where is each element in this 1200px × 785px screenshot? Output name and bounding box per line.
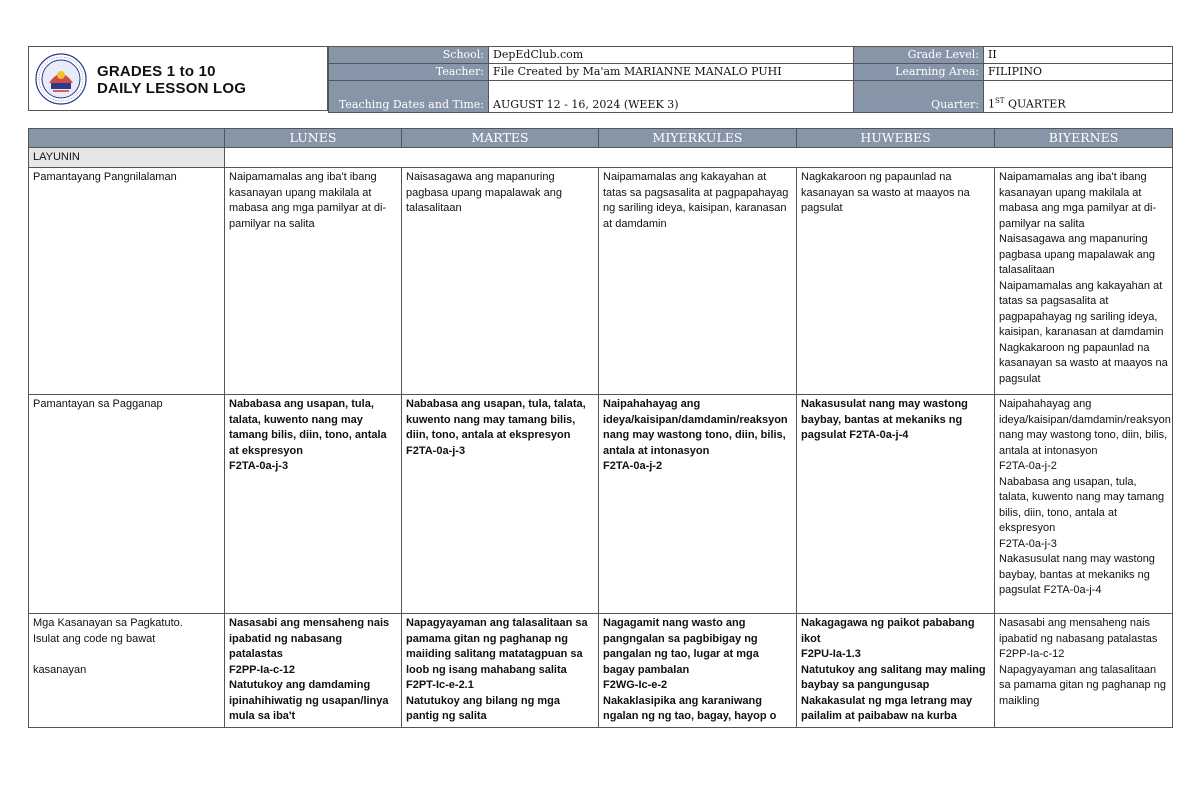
brand-box xyxy=(28,46,328,111)
title-line-1: GRADES 1 to 10 xyxy=(97,63,216,80)
cell-text: Nakaklasipika ang karaniwang ngalan ng ng tao, bagay, hayop o xyxy=(603,694,777,722)
pamantayan-sa-pagganap-row xyxy=(29,395,1173,614)
huwebes-cell xyxy=(797,395,995,614)
lunes-cell xyxy=(225,395,402,614)
cell-text: Nagkakaroon ng papaunlad na kasanayan sa wasto at maayos na pagsulat xyxy=(999,341,1168,385)
daily-lesson-table xyxy=(28,128,1173,728)
quarter-value xyxy=(984,81,1173,113)
grade-label: Grade Level: xyxy=(854,47,984,64)
cell-text: F2PU-Ia-1.3 xyxy=(801,648,861,660)
row-label-mga-kasanayan xyxy=(29,614,225,728)
cell-text: Nagkakaroon ng papaunlad na kasanayan sa wasto at maayos na pagsulat xyxy=(801,171,970,214)
label-line: kasanayan xyxy=(33,663,87,676)
cell-text: Naipamamalas ang iba't ibang kasanayan upang makilala at mabasa ang mga pamilyar at di-pamilyar na salita xyxy=(229,171,387,230)
grade-value: II xyxy=(984,47,1173,64)
cell-text: Naipamamalas ang kakayahan at tatas sa pagsasalita at pagpapahayag ng sariling ideya, kaisipan, karanasan at damdamin xyxy=(603,171,789,230)
label-line: Mga Kasanayan sa Pagkatuto. xyxy=(33,617,183,629)
cell-text: Nababasa ang usapan, tula, talata, kuwento nang may tamang bilis, diin, tono, antala at ekspresyon xyxy=(999,475,1165,534)
cell-text: Napagyayaman ang talasalitaan sa pamama gitan ng paghanap ng maikling xyxy=(999,663,1166,707)
label-line xyxy=(33,647,220,663)
teacher-label: Teacher: xyxy=(329,64,489,81)
quarter-word: QUARTER xyxy=(1007,98,1066,111)
cell-text: Naipahahayag ang ideya/kaisipan/damdamin/reaksyon nang may wastong tono, diin, bilis, antala at intonasyon xyxy=(603,398,788,457)
learning-area-value: FILIPINO xyxy=(984,64,1173,81)
cell-text: Nakakasulat ng mga letrang may pailalim at paibabaw na kurba xyxy=(801,694,973,722)
huwebes-cell xyxy=(797,168,995,395)
day-header-lunes: LUNES xyxy=(225,129,402,148)
cell-text: Naisasagawa ang mapanuring pagbasa upang mapalawak ang talasalitaan xyxy=(999,233,1155,276)
deped-seal-icon xyxy=(35,53,87,105)
cell-text: Nababasa ang usapan, tula, talata, kuwento nang may tamang bilis, diin, tono, antala at ekspresyon xyxy=(406,398,586,441)
cell-text: F2TA-0a-j-3 xyxy=(229,460,289,472)
cell-text: Natutukoy ang salitang may maling baybay sa pangungusap xyxy=(801,663,986,691)
martes-cell xyxy=(402,614,599,728)
huwebes-cell xyxy=(797,614,995,728)
header-info-table xyxy=(328,46,1173,113)
day-header-huwebes: HUWEBES xyxy=(797,129,995,148)
day-header-martes: MARTES xyxy=(402,129,599,148)
cell-text: Naipamamalas ang kakayahan at tatas sa pagsasalita at pagpapahayag ng sariling ideya, kaisipan, karanasan at damdamin xyxy=(999,279,1164,338)
cell-text: Naipamamalas ang iba't ibang kasanayan upang makilala at mabasa ang mga pamilyar at di-pamilyar na salita xyxy=(999,171,1157,230)
cell-text: Nagagamit nang wasto ang pangngalan sa pagbibigay ng pangalan ng tao, lugar at mga bagay pambalan xyxy=(603,617,759,676)
layunin-row xyxy=(29,147,1173,168)
miyerkules-cell xyxy=(599,614,797,728)
lesson-log-header xyxy=(28,46,1172,111)
martes-cell xyxy=(402,168,599,395)
cell-text: Nakagagawa ng paikot pababang ikot xyxy=(801,617,975,645)
biyernes-cell xyxy=(995,168,1173,395)
learning-area-label: Learning Area: xyxy=(854,64,984,81)
martes-cell xyxy=(402,395,599,614)
school-value: DepEdClub.com xyxy=(489,47,854,64)
cell-text: F2PT-Ic-e-2.1 xyxy=(406,679,474,691)
cell-text: F2TA-0a-j-3 xyxy=(406,444,466,457)
cell-text: Napagyayaman ang talasalitaan sa pamama gitan ng paghanap ng maiiding salitang matatagpuan sa loob ng isang mahabang salita xyxy=(406,617,588,676)
cell-text: Naipahahayag ang ideya/kaisipan/damdamin/reaksyon nang may wastong tono, diin, bilis, antala at intonasyon xyxy=(999,398,1171,457)
layunin-empty-cell xyxy=(225,147,1173,168)
lesson-log-title xyxy=(97,63,246,97)
cell-text: Natutukoy ang bilang ng mga pantig ng salita xyxy=(406,694,561,722)
title-line-2: DAILY LESSON LOG xyxy=(97,80,247,97)
day-header-row xyxy=(29,129,1173,148)
miyerkules-cell xyxy=(599,168,797,395)
cell-text: Naisasagawa ang mapanuring pagbasa upang mapalawak ang talasalitaan xyxy=(406,171,562,214)
cell-text: F2WG-Ic-e-2 xyxy=(603,679,668,691)
mga-kasanayan-row xyxy=(29,614,1173,728)
teacher-value: File Created by Ma'am MARIANNE MANALO PUHI xyxy=(489,64,854,81)
layunin-label: LAYUNIN xyxy=(29,147,225,168)
pamantayang-pangnilalaman-row xyxy=(29,168,1173,395)
cell-text: Nasasabi ang mensaheng nais ipabatid ng nabasang patalastas xyxy=(999,617,1158,645)
teaching-dates-value: AUGUST 12 - 16, 2024 (WEEK 3) xyxy=(489,81,854,113)
cell-text: Natutukoy ang damdaming ipinahihiwatig ng usapan/linya mula sa iba't xyxy=(229,679,389,722)
corner-header-cell xyxy=(29,129,225,148)
cell-text: F2TA-0a-j-2 xyxy=(999,460,1057,472)
label-line: Isulat ang code ng bawat xyxy=(33,632,156,645)
lunes-cell xyxy=(225,614,402,728)
cell-text: Nakasusulat nang may wastong baybay, bantas at mekaniks ng pagsulat F2TA-0a-j-4 xyxy=(801,398,968,441)
teaching-dates-label: Teaching Dates and Time: xyxy=(329,81,489,113)
quarter-label: Quarter: xyxy=(854,81,984,113)
day-header-biyernes: BIYERNES xyxy=(995,129,1173,148)
cell-text: Nakasusulat nang may wastong baybay, bantas at mekaniks ng pagsulat F2TA-0a-j-4 xyxy=(999,553,1155,596)
cell-text: F2TA-0a-j-2 xyxy=(603,460,663,472)
row-label-pamantayang-pangnilalaman: Pamantayang Pangnilalaman xyxy=(29,168,225,395)
quarter-number: 1 xyxy=(988,98,995,111)
day-header-miyerkules: MIYERKULES xyxy=(599,129,797,148)
cell-text: F2PP-Ia-c-12 xyxy=(999,648,1065,660)
cell-text: F2TA-0a-j-3 xyxy=(999,537,1057,550)
quarter-suffix: ST xyxy=(995,97,1005,106)
row-label-pamantayan-sa-pagganap: Pamantayan sa Pagganap xyxy=(29,395,225,614)
cell-text: Nasasabi ang mensaheng nais ipabatid ng nabasang patalastas xyxy=(229,617,390,660)
lunes-cell xyxy=(225,168,402,395)
biyernes-cell xyxy=(995,395,1173,614)
biyernes-cell xyxy=(995,614,1173,728)
miyerkules-cell xyxy=(599,395,797,614)
school-label: School: xyxy=(329,47,489,64)
cell-text: Nababasa ang usapan, tula, talata, kuwento nang may tamang bilis, diin, tono, antala at ekspresyon xyxy=(229,398,387,457)
cell-text: F2PP-Ia-c-12 xyxy=(229,663,296,676)
